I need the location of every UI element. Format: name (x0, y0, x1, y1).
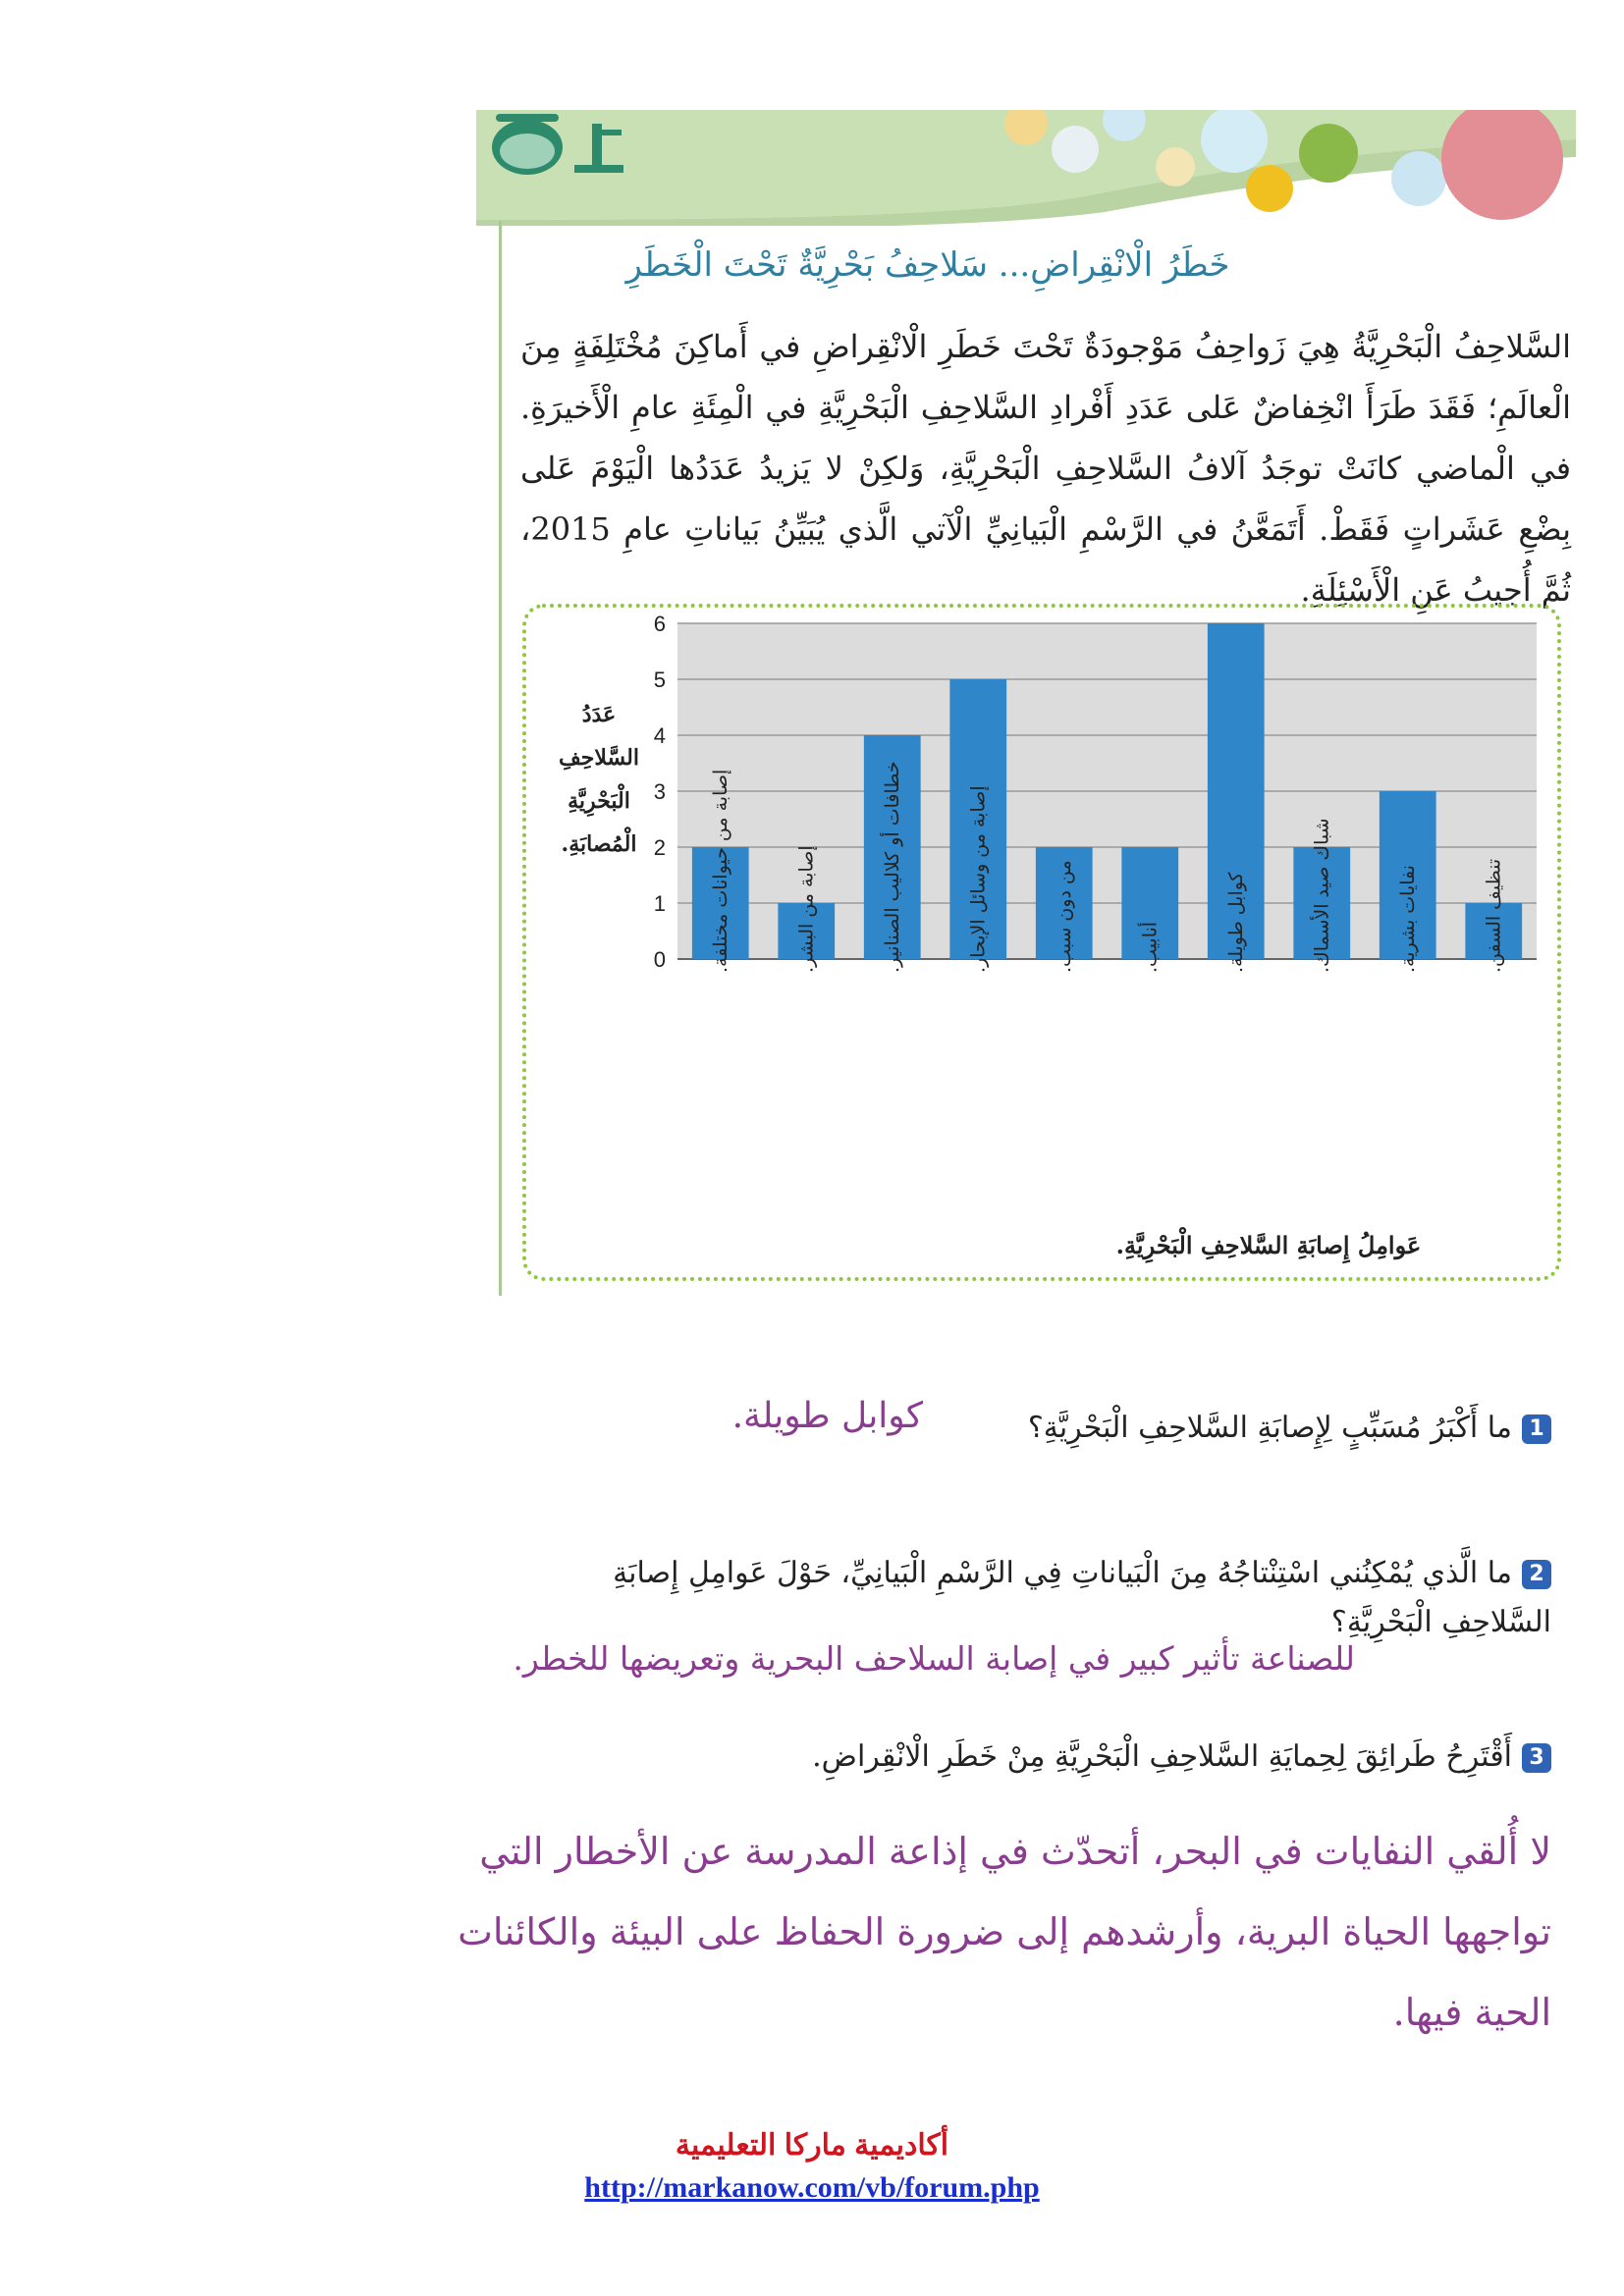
question-text: ما أَكْبَرُ مُسَبِّبٍ لِإِصابَةِ السَّلاحِفِ الْبَحْرِيَّةِ؟ (1027, 1411, 1512, 1445)
footer-url-link[interactable]: http://markanow.com/vb/forum.php (584, 2171, 1040, 2204)
y-axis-label-line: الْمُصابَةِ. (561, 831, 637, 857)
question-2 (511, 1549, 1551, 1647)
y-tick-label: 2 (653, 835, 666, 860)
answer-1: كوابل طويلة. (731, 1396, 923, 1436)
x-category-label: من دون سبب. (1053, 860, 1075, 973)
y-axis-label-line: الْبَحْرِيَّةِ (568, 788, 630, 814)
answer-3: لا أُلقي النفايات في البحر، أتحدّث في إذاعة المدرسة عن الأخطار التي تواجهها الحياة البرية، وأرشدهم إلى ضرورة الحفاظ على البيئة والكائنات الحية فيها. (458, 1830, 1551, 2034)
footer-academy-name: أكاديمية ماركا التعليمية (675, 2129, 949, 2162)
intro-paragraph: السَّلاحِفُ الْبَحْرِيَّةُ هِيَ زَواحِفُ مَوْجودَةٌ تَحْتَ خَطَرِ الْانْقِراضِ في أَماكِنَ مُخْتَلِفَةٍ مِنَ الْعالَمِ؛ فَقَدَ طَرَأَ انْخِفاضٌ عَلى عَدَدِ أَفْرادِ السَّلاحِفِ الْبَحْرِيَّةِ في الْمِئَةِ عامِ الْأَخيرَةِ. في الْماضي كانَتْ توجَدُ آلافُ السَّلاحِفِ الْبَحْرِيَّةِ، وَلكِنْ لا يَزيدُ عَدَدُها الْيَوْمَ عَلى بِضْعِ عَشَراتٍ فَقَطْ. أَتَمَعَّنُ في الرَّسْمِ الْبَيانِيِّ الْآتي الَّذي يُبَيِّنُ بَياناتِ عامِ 2015، ثُمَّ أُجيبُ عَنِ الْأَسْئِلَةِ. (520, 328, 1571, 609)
y-tick-label: 3 (653, 779, 666, 804)
question-number: 2 (1522, 1560, 1551, 1589)
question-number: 3 (1522, 1743, 1551, 1773)
question-text: ما الَّذي يُمْكِنُني اسْتِنْتاجُهُ مِنَ الْبَياناتِ فِي الرَّسْمِ الْبَيانِيِّ، حَوْلَ عَوامِلِ إِصابَةِ السَّلاحِفِ الْبَحْرِيَّةِ؟ (613, 1556, 1551, 1639)
question-number: 1 (1522, 1415, 1551, 1444)
x-category-label: نفايات بشرية. (1396, 865, 1419, 973)
x-axis-title: عَوامِلُ إِصابَةِ السَّلاحِفِ الْبَحْرِيَّةِ. (1115, 1231, 1422, 1259)
y-tick-label: 6 (653, 612, 666, 636)
x-category-label: كوابل طويلة. (1224, 872, 1247, 973)
y-axis-label-line: عَدَدُ (581, 702, 617, 727)
y-axis-label-line: السَّلاحِفِ (559, 745, 639, 771)
question-text: أَقْتَرِحُ طَرائِقَ لِحِمايَةِ السَّلاحِفِ الْبَحْرِيَّةِ مِنْ خَطَرِ الْانْقِراضِ. (812, 1739, 1512, 1774)
x-category-label: شباك صيد الأسماك. (1311, 818, 1333, 973)
y-tick-label: 4 (653, 723, 666, 748)
question-3 (746, 1733, 1551, 1782)
bar-chart (522, 604, 1561, 1281)
x-category-label: إصابة من البشر. (795, 845, 818, 973)
answer-2: للصناعة تأثير كبير في إصابة السلاحف البحرية وتعريضها للخطر. (513, 1639, 1355, 1678)
x-category-label: تنظيف السفن. (1483, 858, 1505, 973)
x-category-label: إصابة من حيوانات مختلفة. (709, 769, 731, 973)
y-tick-label: 5 (653, 667, 666, 692)
x-category-label: خطافات أو كلاليب الصنانير. (881, 761, 903, 973)
page-title: خَطَرُ الْانْقِراضِ... سَلاحِفُ بَحْرِيَّةٌ تَحْتَ الْخَطَرِ (625, 245, 1230, 285)
header-banner (476, 110, 1576, 226)
x-category-label: أنابيب. (1139, 921, 1162, 973)
y-tick-label: 0 (653, 947, 666, 972)
question-1 (943, 1404, 1551, 1453)
margin-line (499, 221, 502, 1296)
y-tick-label: 1 (653, 891, 666, 916)
x-category-label: إصابة من وسائل الإبحار. (967, 785, 990, 973)
